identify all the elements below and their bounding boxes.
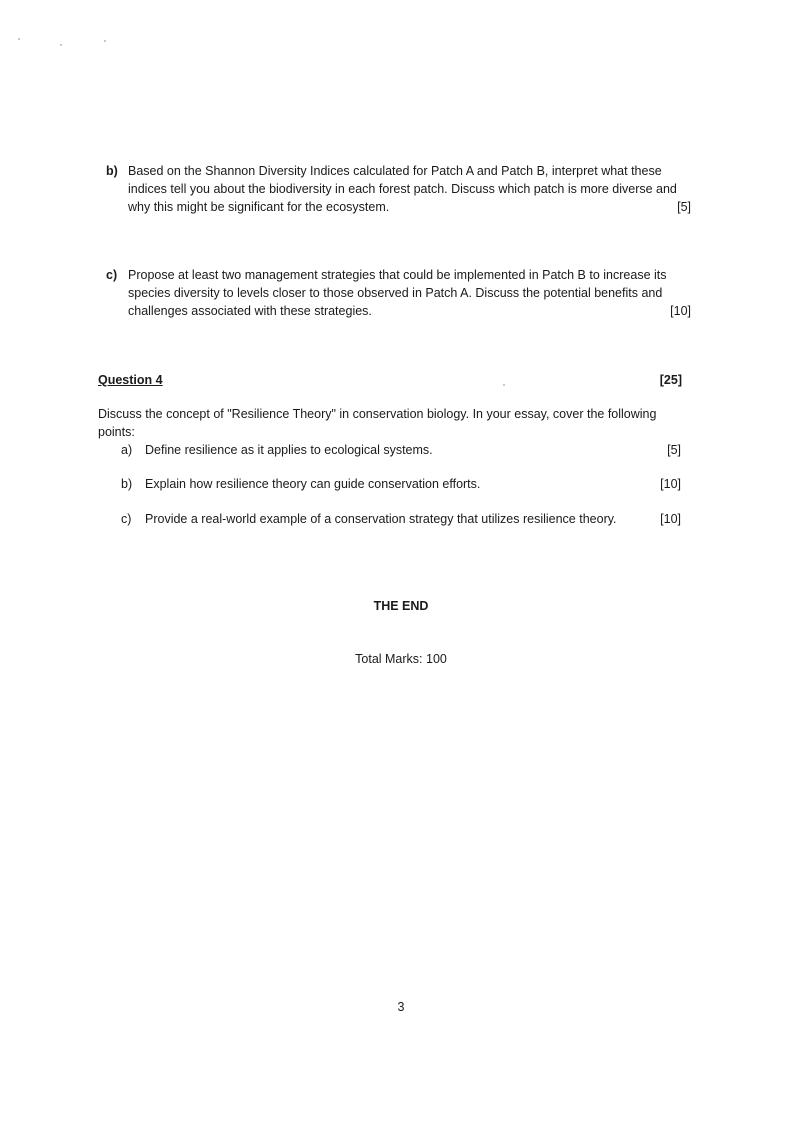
marks-label: [10]: [670, 304, 691, 318]
marks-label: [5]: [677, 200, 691, 214]
part-label: b): [106, 164, 118, 178]
question-intro-line: Discuss the concept of "Resilience Theory" in conservation biology. In your essay, cover the following: [98, 407, 657, 421]
part-text-line: Based on the Shannon Diversity Indices calculated for Patch A and Patch B, interpret what these: [128, 164, 662, 178]
item-text: Provide a real-world example of a conservation strategy that utilizes resilience theory.: [145, 512, 617, 526]
question-intro-line: points:: [98, 425, 135, 439]
item-label: b): [121, 477, 133, 491]
scan-speck: [18, 38, 20, 40]
question-title: Question 4: [98, 373, 163, 387]
item-text: Explain how resilience theory can guide conservation efforts.: [145, 477, 481, 491]
scan-speck: [60, 44, 62, 46]
total-marks: Total Marks: 100: [355, 652, 447, 666]
item-marks: [5]: [667, 443, 681, 457]
item-text: Define resilience as it applies to ecological systems.: [145, 443, 433, 457]
scan-speck: [104, 40, 106, 42]
part-label: c): [106, 268, 118, 282]
item-marks: [10]: [660, 477, 681, 491]
part-text-line: species diversity to levels closer to those observed in Patch A. Discuss the potential benefits and: [128, 286, 663, 300]
scan-speck: [503, 384, 505, 386]
question-marks: [25]: [659, 373, 682, 387]
item-label: c): [121, 512, 132, 526]
part-text-line: challenges associated with these strategies.: [128, 304, 372, 318]
item-marks: [10]: [660, 512, 681, 526]
part-text-line: indices tell you about the biodiversity in each forest patch. Discuss which patch is more diverse and: [128, 182, 677, 196]
page-number: 3: [397, 1000, 405, 1014]
part-text-line: why this might be significant for the ecosystem.: [128, 200, 390, 214]
the-end-heading: THE END: [373, 599, 429, 613]
part-text-line: Propose at least two management strategies that could be implemented in Patch B to increase its: [128, 268, 667, 282]
item-label: a): [121, 443, 133, 457]
